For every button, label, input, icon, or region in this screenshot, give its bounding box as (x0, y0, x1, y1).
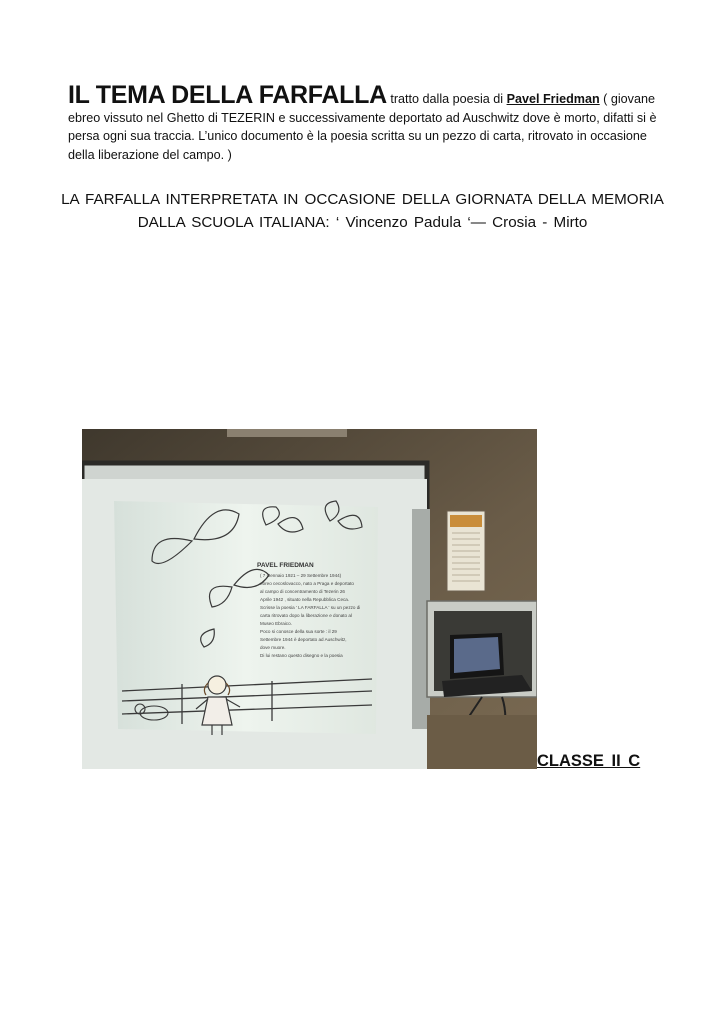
slide-line: dove muore. (260, 645, 286, 650)
intro-lead: tratto dalla poesia di (386, 92, 507, 106)
slide-line: Aprile 1942 , situato nella Repubblica Ceca. (260, 597, 350, 602)
document-title: IL TEMA DELLA FARFALLA (68, 81, 387, 109)
slide-line: Poco si conosce della sua sorte : il 29 (260, 629, 337, 634)
slide-line: carta ritrovato dopo la liberazione e donato al (260, 613, 352, 618)
intro-text: ( giovane ebreo vissuto nel Ghetto di TEZERIN e successivamente deportato ad Auschwitz dove è morto, difatti si è persa ogni sua traccia. L’unico documento è la poesia scritta su un pezzo di carta, ritrovato in occasione della liberazione del campo. ) (68, 92, 657, 162)
slide-line: ( 7 Gennaio 1921 – 29 Settembre 1944) (260, 573, 342, 578)
event-heading-line-2: DALLA SCUOLA ITALIANA: ‘ Vincenzo Padula ‘— Crosia - Mirto (137, 214, 588, 231)
slide-line: Di lui restano questo disegno e la poesia (260, 653, 343, 658)
author-name: Pavel Friedman (506, 92, 600, 106)
slide-line: Settembre 1944 è deportato ad Auschwitz, (260, 637, 347, 642)
slide-line: al campo di concentramento di Tezerin 26 (260, 589, 345, 594)
slide-line: ebreo cecoslovacco, nato a Praga e deportato (260, 581, 354, 586)
event-heading (50, 188, 675, 234)
slide-line: Scrisse la poesia ' LA FARFALLA ' su un pezzo di (260, 605, 361, 610)
slide-line: Museo Ebraico. (260, 621, 292, 626)
event-heading-line-1: LA FARFALLA INTERPRETATA IN OCCASIONE DELLA GIORNATA DELLA MEMORIA (61, 191, 664, 208)
slide-heading: PAVEL FRIEDMAN (257, 562, 314, 569)
photo-scene (82, 429, 537, 769)
class-caption: CLASSE II C (537, 752, 641, 770)
classroom-photo (82, 429, 537, 769)
intro-paragraph (68, 81, 668, 164)
